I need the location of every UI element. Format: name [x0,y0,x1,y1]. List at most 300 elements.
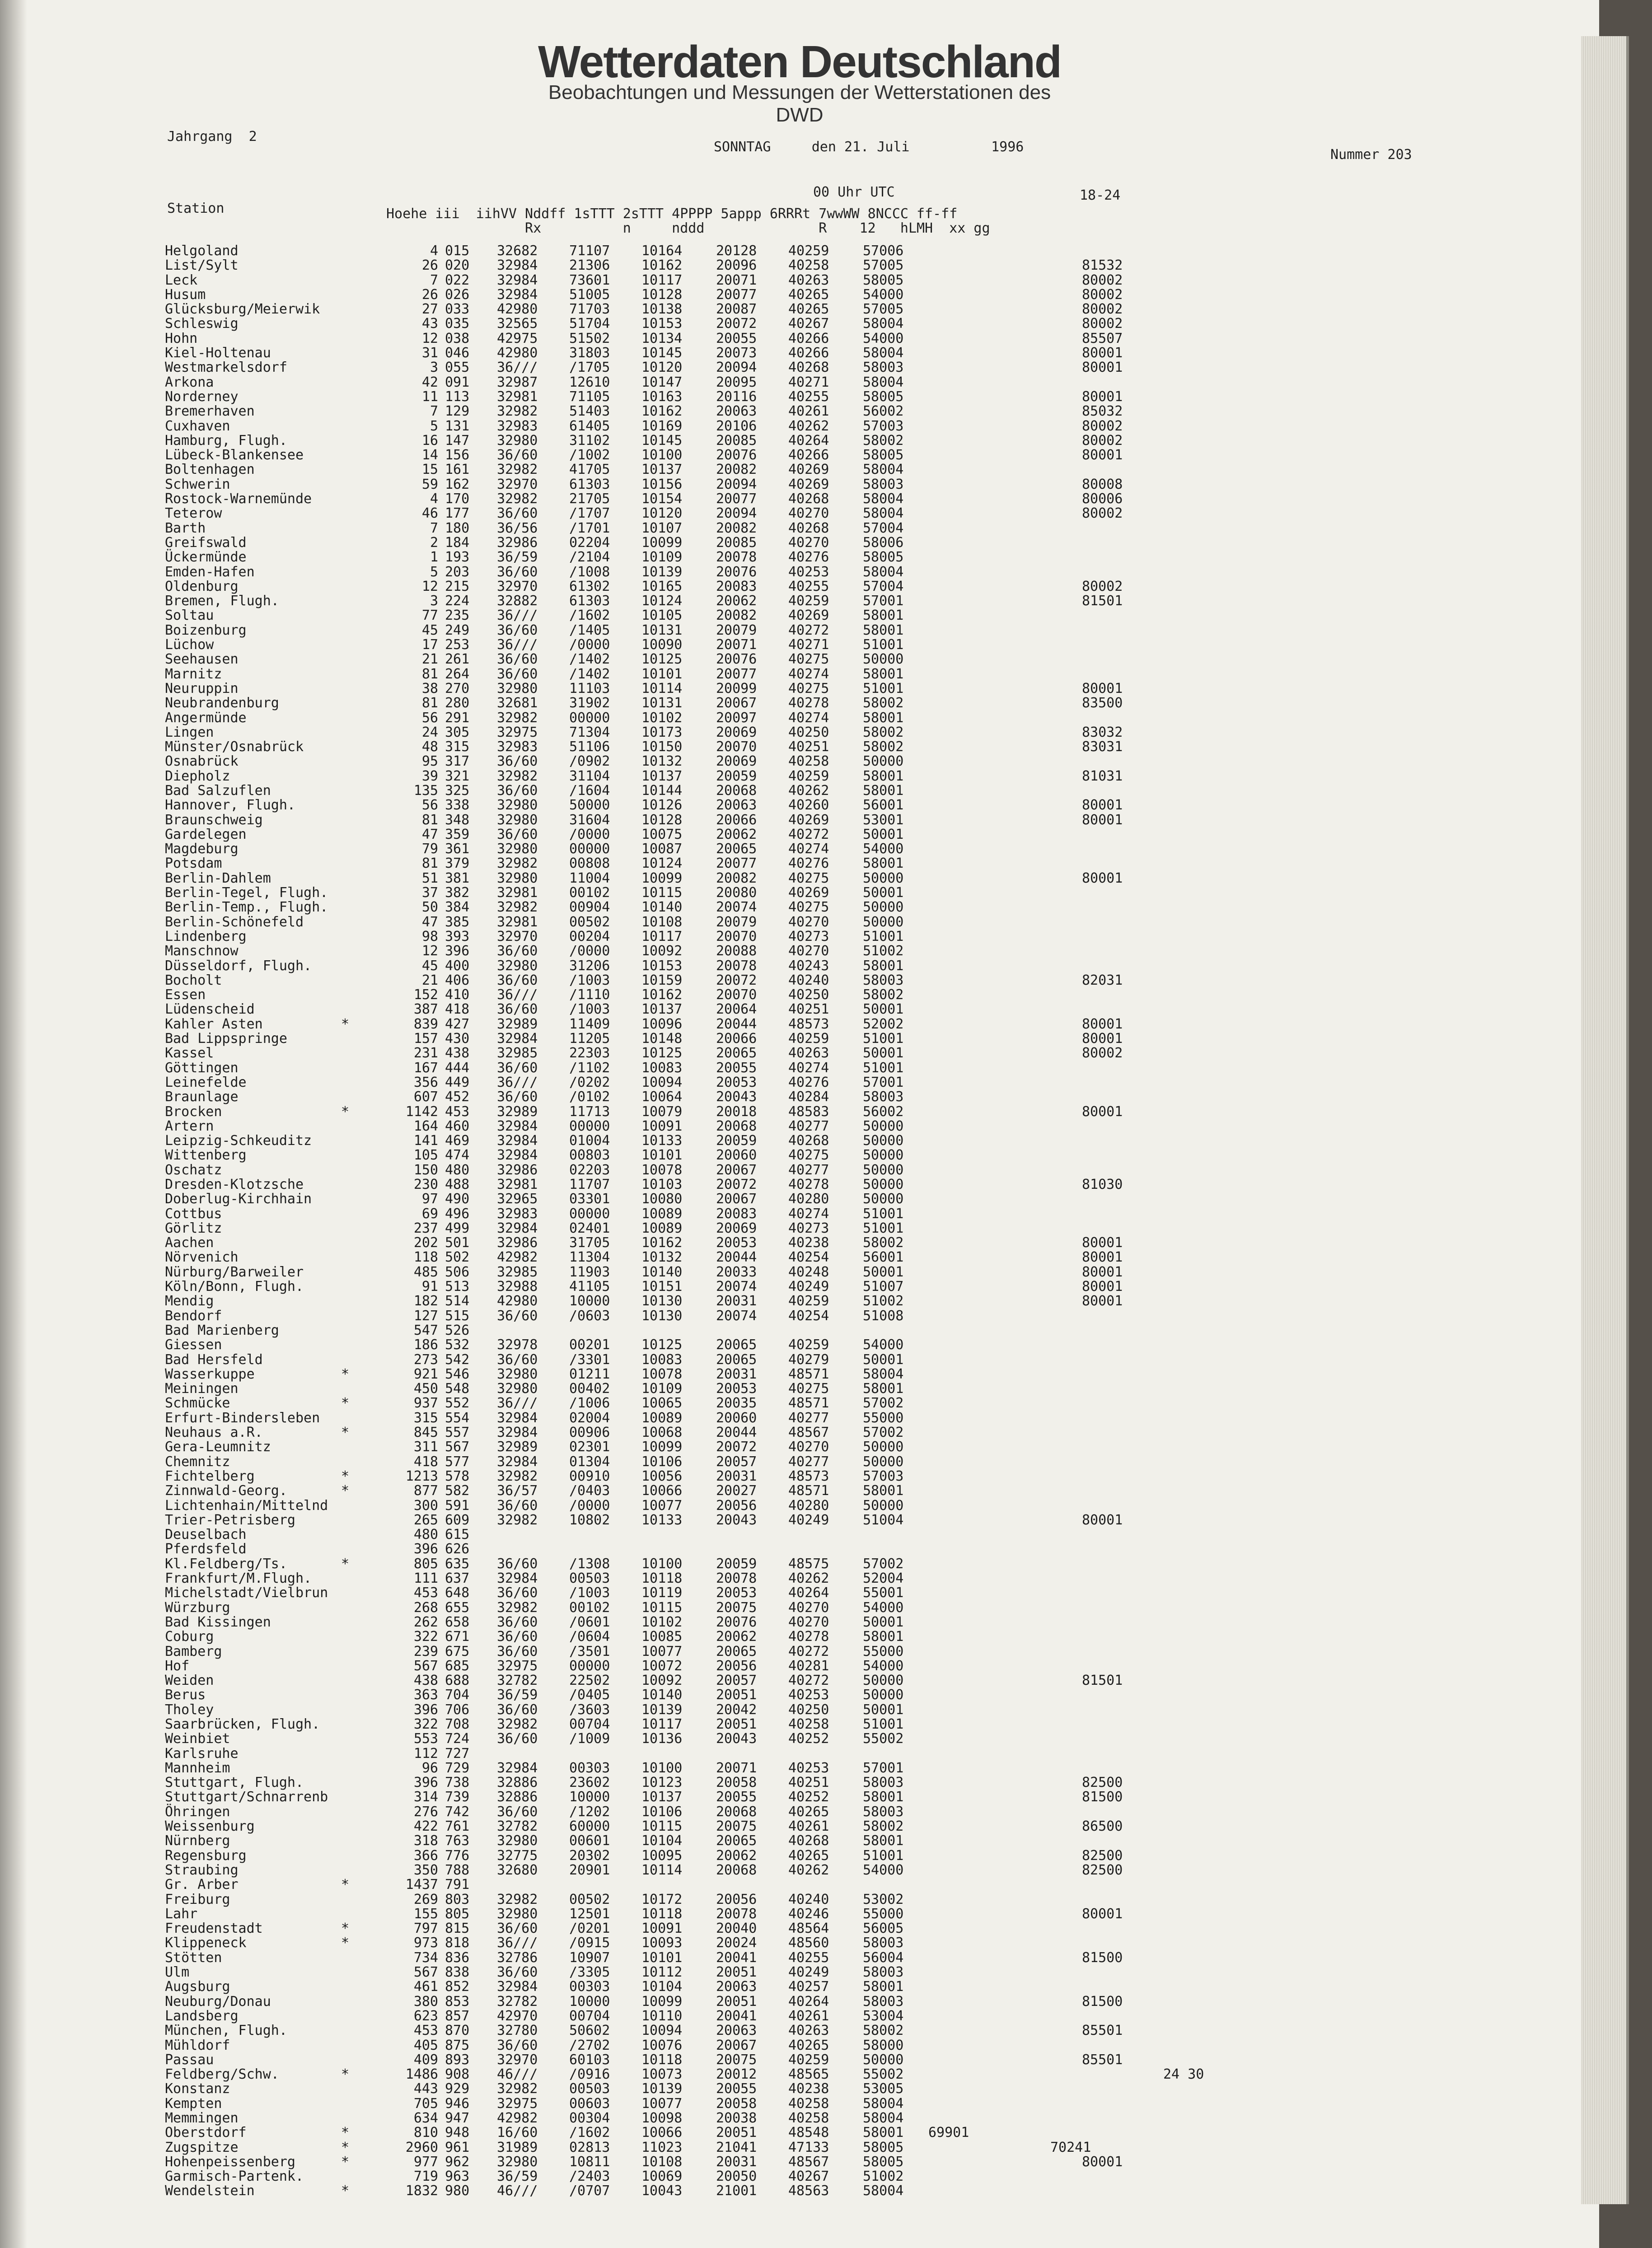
obs-group: 46/// [497,2066,538,2083]
obs-group: 50001 [863,1045,904,1061]
obs-group: 00204 [569,928,610,944]
obs-group: 20082 [716,462,757,478]
station-index: 655 [445,1599,470,1616]
station-name: Berlin-Tegel, Flugh. [165,885,328,901]
obs-group: 32984 [497,1425,538,1441]
obs-group: 36/60 [497,826,538,842]
cloud-group: 81030 [1082,1177,1123,1192]
obs-group: 20083 [716,578,757,594]
obs-group: 32984 [497,1133,538,1149]
obs-group: 32989 [497,1103,538,1120]
station-name: Cuxhaven [165,418,230,434]
obs-group: 58004 [863,564,904,580]
cloud-group: 83032 [1082,724,1123,740]
station-index: 452 [445,1089,470,1105]
obs-group: 36/60 [497,1804,538,1820]
obs-group: 40262 [788,1862,829,1878]
obs-group: 10130 [641,1308,683,1324]
obs-group: /0202 [569,1074,610,1090]
station-index: 156 [445,447,470,463]
station-name: Lahr [165,1906,198,1922]
obs-group: 10125 [641,1045,683,1061]
obs-group: 20041 [716,2008,757,2024]
obs-group: 58003 [863,1775,904,1791]
obs-group: 20068 [716,782,757,799]
obs-group: 50000 [863,1453,904,1470]
obs-group: 40253 [788,1760,829,1776]
obs-group: 32970 [497,928,538,944]
station-name: Garmisch-Partenk. [165,2169,304,2185]
station-height: 265 [413,1512,438,1528]
obs-group: 73601 [569,272,610,288]
station-name: Konstanz [165,2081,230,2097]
obs-group: 40268 [788,1133,829,1149]
station-height: 937 [413,1395,438,1411]
obs-group: 00102 [569,885,610,901]
obs-group: /3501 [569,1643,610,1659]
station-name: Hohenpeissenberg [165,2154,295,2170]
cloud-group: 80001 [1082,1016,1123,1032]
obs-group: /0604 [569,1629,610,1645]
obs-group: 40271 [788,637,829,653]
station-height: 845 [413,1425,438,1441]
obs-group: 40264 [788,1585,829,1601]
station-height: 150 [413,1162,438,1178]
station-name: Bremerhaven [165,403,255,420]
obs-group: 10107 [641,520,683,536]
obs-group: /1604 [569,782,610,799]
obs-group: 31102 [569,432,610,449]
obs-group: 36/60 [497,1497,538,1514]
station-index: 430 [445,1031,470,1047]
obs-group: 10147 [641,374,683,390]
obs-group: 10115 [641,1599,683,1616]
obs-group: 40272 [788,1643,829,1659]
obs-group: 53005 [863,2081,904,2097]
station-index: 449 [445,1074,470,1090]
page-subtitle: Beobachtungen und Messungen der Wetterstationen des DWD [548,81,1051,126]
station-height: 95 [421,753,438,770]
obs-group: 61302 [569,578,610,594]
obs-group: 40259 [788,1293,829,1309]
obs-group: 32981 [497,885,538,901]
obs-group: 10173 [641,724,683,740]
station-index: 526 [445,1322,470,1338]
obs-group: /3301 [569,1351,610,1368]
station-name: Lübeck-Blankensee [165,447,304,463]
station-name: Essen [165,987,206,1003]
station-index: 129 [445,403,470,420]
obs-group: 32680 [497,1862,538,1878]
cloud-group: 81031 [1082,768,1123,784]
station-index: 685 [445,1658,470,1674]
obs-group: 10159 [641,972,683,988]
obs-group: 10092 [641,943,683,959]
station-index: 488 [445,1177,470,1192]
station-height: 973 [413,1935,438,1951]
obs-group: 55001 [863,1585,904,1601]
obs-group: 10811 [569,2154,610,2170]
station-marker: * [341,2154,350,2170]
station-name: Oldenburg [165,578,239,594]
obs-group: 40238 [788,1235,829,1251]
volume-label: Jahrgang 2 [167,129,257,145]
station-height: 734 [413,1949,438,1966]
obs-group: 48564 [788,1921,829,1937]
obs-group: 60103 [569,2052,610,2068]
obs-group: 31206 [569,958,610,974]
station-name: Erfurt-Bindersleben [165,1410,320,1426]
obs-group: 20044 [716,1249,757,1266]
station-name: Oberstdorf [165,2125,247,2141]
obs-group: 00904 [569,899,610,916]
station-name: Lüchow [165,637,214,653]
station-index: 444 [445,1060,470,1076]
obs-group: 51403 [569,403,610,420]
station-marker: * [341,1366,350,1382]
obs-group: 55002 [863,1731,904,1747]
station-name: Berlin-Temp., Flugh. [165,899,328,916]
obs-group: 40259 [788,2052,829,2068]
obs-group: 40266 [788,330,829,346]
obs-group: 40265 [788,286,829,303]
station-index: 055 [445,360,470,376]
station-index: 658 [445,1614,470,1630]
station-height: 152 [413,987,438,1003]
obs-group: 10164 [641,243,683,259]
station-index: 033 [445,301,470,318]
obs-group: 21705 [569,491,610,507]
station-index: 038 [445,330,470,346]
station-name: Bocholt [165,972,222,988]
obs-group: 20094 [716,505,757,522]
obs-group: 20043 [716,1512,757,1528]
obs-group: 58000 [863,2037,904,2053]
obs-group: 40270 [788,534,829,551]
obs-group: 00304 [569,2110,610,2126]
obs-group: 58001 [863,1381,904,1397]
cloud-group: 83500 [1082,695,1123,711]
station-name: Landsberg [165,2008,239,2024]
obs-group: 71304 [569,724,610,740]
station-index: 738 [445,1775,470,1791]
obs-group: 20065 [716,1833,757,1849]
obs-group: 20050 [716,2169,757,2185]
station-name: Marnitz [165,666,222,682]
obs-group: 11707 [569,1177,610,1192]
obs-group: 10907 [569,1949,610,1966]
station-height: 14 [421,447,438,463]
obs-group: 20076 [716,447,757,463]
obs-group: 48565 [788,2066,829,2083]
station-name: Neuruppin [165,680,239,696]
obs-group: 10101 [641,666,683,682]
obs-group: 58005 [863,2154,904,2170]
obs-group: 02401 [569,1220,610,1236]
obs-group: 20069 [716,753,757,770]
cloud-group: 85507 [1082,330,1123,346]
station-name: Cottbus [165,1206,222,1222]
obs-group: /1308 [569,1556,610,1572]
cloud-group: 80001 [1082,870,1123,886]
station-height: 81 [421,855,438,872]
obs-group: 10079 [641,1103,683,1120]
station-name: Rostock-Warnemünde [165,491,312,507]
obs-group: 40270 [788,914,829,930]
obs-group: 20094 [716,360,757,376]
station-index: 513 [445,1279,470,1295]
obs-group: 57003 [863,1468,904,1484]
station-name: Kassel [165,1045,214,1061]
obs-group: 10140 [641,1687,683,1703]
obs-group: 10137 [641,462,683,478]
cloud-group: 80001 [1082,1249,1123,1266]
obs-group: 58002 [863,1818,904,1835]
obs-group: 20059 [716,1556,757,1572]
station-name: Görlitz [165,1220,222,1236]
station-height: 50 [421,899,438,916]
station-index: 460 [445,1118,470,1134]
obs-group: 51502 [569,330,610,346]
obs-group: 40259 [788,1337,829,1353]
obs-group: 20072 [716,316,757,332]
station-index: 688 [445,1673,470,1689]
station-index: 026 [445,286,470,303]
obs-group: 10102 [641,1614,683,1630]
station-name: Leck [165,272,198,288]
obs-group: /1008 [569,564,610,580]
obs-group: 10133 [641,1133,683,1149]
station-name: Ückermünde [165,549,247,566]
obs-group: 20062 [716,593,757,609]
obs-group: 36/60 [497,1643,538,1659]
obs-group: 40249 [788,1279,829,1295]
obs-group: 58001 [863,1789,904,1805]
obs-group: 20051 [716,1687,757,1703]
station-name: Braunlage [165,1089,239,1105]
station-index: 113 [445,388,470,405]
date-line: SONNTAG den 21. Juli 1996 [714,139,1024,155]
obs-group: 00000 [569,1658,610,1674]
obs-group: 48571 [788,1366,829,1382]
station-index: 506 [445,1264,470,1280]
obs-group: 10115 [641,1818,683,1835]
obs-group: 32980 [497,432,538,449]
obs-group: 58004 [863,374,904,390]
station-height: 1213 [405,1468,438,1484]
obs-group: 10153 [641,958,683,974]
station-height: 31 [421,345,438,361]
obs-group: 32982 [497,855,538,872]
station-height: 51 [421,870,438,886]
obs-group: 20038 [716,2110,757,2126]
obs-group: 10145 [641,432,683,449]
obs-group: 46/// [497,2183,538,2199]
obs-group: 10148 [641,1031,683,1047]
obs-group: 10156 [641,476,683,492]
obs-group: 60000 [569,1818,610,1835]
station-index: 582 [445,1483,470,1499]
station-index: 348 [445,812,470,828]
obs-group: 50000 [863,1177,904,1192]
cloud-group: 82500 [1082,1775,1123,1791]
obs-group: 32780 [497,2023,538,2039]
station-name: Bad Salzuflen [165,782,271,799]
obs-group: 10105 [641,608,683,624]
station-name: Boltenhagen [165,462,255,478]
station-index: 418 [445,1001,470,1018]
station-index: 091 [445,374,470,390]
obs-group: 36/59 [497,2169,538,2185]
obs-group: /0916 [569,2066,610,2083]
station-height: 46 [421,505,438,522]
obs-group: 32984 [497,286,538,303]
obs-group: 36/60 [497,651,538,668]
obs-group: 58001 [863,622,904,638]
obs-group: /1707 [569,505,610,522]
obs-group: 51001 [863,1847,904,1864]
obs-group: 10099 [641,1439,683,1455]
station-name: Zugspitze [165,2139,239,2155]
obs-group: 40267 [788,316,829,332]
obs-group: 10099 [641,870,683,886]
obs-group: 36/60 [497,666,538,682]
station-marker: * [341,2139,350,2155]
obs-group: /1202 [569,1804,610,1820]
station-height: 45 [421,958,438,974]
cloud-group: 80001 [1082,1103,1123,1120]
obs-group: 20040 [716,1921,757,1937]
obs-group: 20031 [716,2154,757,2170]
station-height: 202 [413,1235,438,1251]
obs-group: 40278 [788,1177,829,1192]
station-marker: * [341,2125,350,2141]
station-name: Aachen [165,1235,214,1251]
station-index: 379 [445,855,470,872]
station-index: 453 [445,1103,470,1120]
obs-group: 10102 [641,710,683,726]
obs-group: /0000 [569,637,610,653]
obs-group: 40269 [788,608,829,624]
station-height: 27 [421,301,438,318]
page-gutter-shadow [0,0,27,2248]
obs-group: 50001 [863,826,904,842]
obs-group: 10130 [641,1293,683,1309]
obs-group: 32786 [497,1949,538,1966]
station-height: 37 [421,885,438,901]
station-name: Diepholz [165,768,230,784]
obs-group: 40251 [788,739,829,755]
station-index: 321 [445,768,470,784]
station-name: Leinefelde [165,1074,247,1090]
station-index: 235 [445,608,470,624]
obs-group: 10120 [641,505,683,522]
obs-group: 50602 [569,2023,610,2039]
obs-group: 20079 [716,622,757,638]
obs-group: 10069 [641,2169,683,2185]
station-index: 548 [445,1381,470,1397]
station-index: 406 [445,972,470,988]
station-index: 046 [445,345,470,361]
station-name: Berlin-Schönefeld [165,914,304,930]
station-height: 300 [413,1497,438,1514]
obs-group: 51001 [863,1206,904,1222]
station-height: 705 [413,2095,438,2112]
station-marker: * [341,2183,350,2199]
obs-group: 10117 [641,272,683,288]
station-name: Kl.Feldberg/Ts. [165,1556,287,1572]
station-index: 438 [445,1045,470,1061]
station-name: Bendorf [165,1308,222,1324]
obs-group: 20079 [716,914,757,930]
station-name: München, Flugh. [165,2023,287,2039]
obs-group: 50000 [863,1162,904,1178]
station-height: 12 [421,943,438,959]
obs-group: 58005 [863,549,904,566]
station-name: Artern [165,1118,214,1134]
obs-group: 21041 [716,2139,757,2155]
column-header-station: Station [167,201,225,216]
obs-group: 10083 [641,1351,683,1368]
obs-group: 32982 [497,768,538,784]
station-height: 276 [413,1804,438,1820]
station-name: Schmücke [165,1395,230,1411]
obs-group: 20044 [716,1016,757,1032]
obs-group: 10094 [641,2023,683,2039]
station-name: Tholey [165,1701,214,1718]
obs-group: 32982 [497,403,538,420]
obs-group: 02203 [569,1162,610,1178]
obs-group: 32782 [497,1673,538,1689]
station-height: 118 [413,1249,438,1266]
obs-group: 32985 [497,1045,538,1061]
station-height: 634 [413,2110,438,2126]
cloud-group: 80001 [1082,1512,1123,1528]
obs-group: 50000 [863,1687,904,1703]
station-name: Mühldorf [165,2037,230,2053]
obs-group: 32984 [497,257,538,274]
station-name: Regensburg [165,1847,247,1864]
station-index: 177 [445,505,470,522]
obs-group: 40254 [788,1308,829,1324]
obs-group: 36/60 [497,505,538,522]
obs-group: 20053 [716,1235,757,1251]
obs-group: 40274 [788,666,829,682]
obs-group: 40248 [788,1264,829,1280]
obs-group: 58002 [863,2023,904,2039]
obs-group: 58004 [863,1366,904,1382]
station-height: 81 [421,666,438,682]
obs-group: 21001 [716,2183,757,2199]
obs-group: 32984 [497,1453,538,1470]
station-index: 963 [445,2169,470,2185]
obs-group: 00803 [569,1147,610,1164]
obs-group: 10119 [641,1585,683,1601]
station-height: 12 [421,578,438,594]
column-header-line2: Rx n nddd R 12 hLMH xx gg [386,220,990,236]
station-height: 91 [421,1279,438,1295]
cloud-group: 80001 [1082,1031,1123,1047]
station-name: Nürnberg [165,1833,230,1849]
obs-group: 32782 [497,1818,538,1835]
obs-group: /1002 [569,447,610,463]
obs-group: 32982 [497,491,538,507]
station-height: 623 [413,2008,438,2024]
obs-group: 40262 [788,782,829,799]
weather-group: 70241 [1050,2139,1091,2155]
obs-group: 42982 [497,1249,538,1266]
obs-group: 40259 [788,1031,829,1047]
